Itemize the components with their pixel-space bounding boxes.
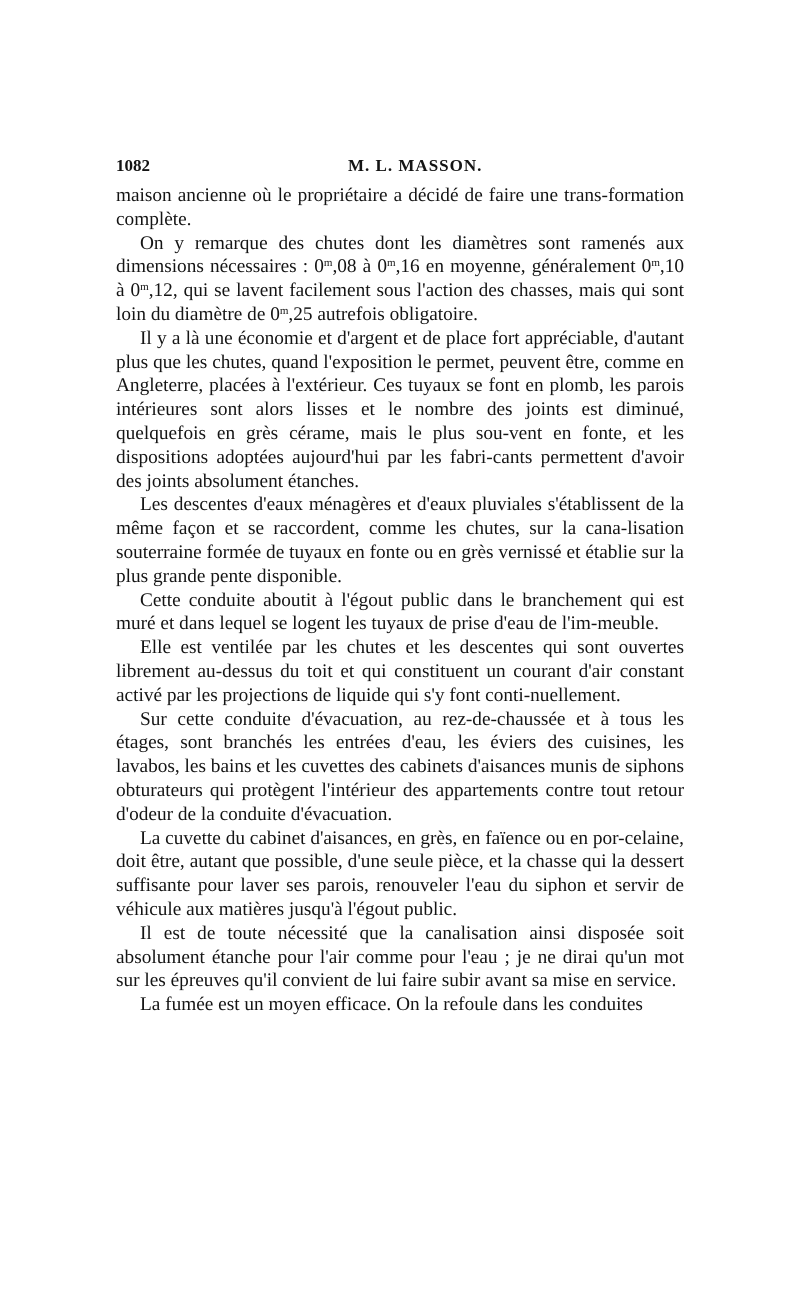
text-run: Les descentes d'eaux ménagères et d'eaux pluviales s'établissent de la même façon et se raccordent, comme les chutes, sur la cana-lisation souterraine formée de tuyaux en fonte ou en grès vernissé et établie sur la plus grande pente disponible. bbox=[116, 494, 684, 587]
paragraph-5 bbox=[116, 589, 684, 637]
text-run: ,25 autrefois obligatoire. bbox=[288, 303, 478, 325]
running-head bbox=[116, 156, 684, 180]
paragraph-9 bbox=[116, 922, 684, 993]
unit-superscript: m bbox=[387, 257, 396, 270]
text-run: ,16 en moyenne, généralement 0 bbox=[395, 256, 652, 278]
paragraph-4 bbox=[116, 493, 684, 588]
paragraph-1 bbox=[116, 184, 684, 232]
paragraph-2 bbox=[116, 232, 684, 327]
paragraph-7 bbox=[116, 708, 684, 827]
text-run: Sur cette conduite d'évacuation, au rez-de-chaussée et à tous les étages, sont branchés les entrées d'eau, les éviers des cuisines, les lavabos, les bains et les cuvettes des cabinets d'aisances munis de siphons obturateurs qui protègent l'intérieur des appartements contre tout retour d'odeur de la conduite d'évacuation. bbox=[116, 708, 684, 825]
text-run: La fumée est un moyen efficace. On la refoule dans les conduites bbox=[140, 994, 643, 1016]
text-run: Cette conduite aboutit à l'égout public dans le branchement qui est muré et dans lequel se logent les tuyaux de prise d'eau de l'im-meuble. bbox=[116, 589, 684, 635]
paragraph-3 bbox=[116, 327, 684, 494]
unit-superscript: m bbox=[323, 257, 333, 270]
unit-superscript: m bbox=[140, 281, 149, 294]
paragraph-6 bbox=[116, 636, 684, 707]
text-run: ,12, qui se lavent facilement sous l'action des chasses, mais qui sont loin du diamètre de 0 bbox=[116, 280, 684, 325]
text-run: ,08 à 0 bbox=[332, 256, 387, 278]
paragraph-10 bbox=[116, 993, 684, 1017]
unit-superscript: m bbox=[651, 257, 660, 270]
body-text bbox=[116, 184, 684, 1017]
text-run: La cuvette du cabinet d'aisances, en grès, en faïence ou en por-celaine, doit être, autant que possible, d'une seule pièce, et la chasse qui la dessert suffisante pour laver ses parois, renouveler l'eau du siphon et servir de véhicule aux matières jusqu'à l'égout public. bbox=[116, 827, 684, 920]
text-run: Elle est ventilée par les chutes et les descentes qui sont ouvertes librement au-dessus du toit et qui constituent un courant d'air constant activé par les projections de liquide qui s'y font conti-nuellement. bbox=[116, 637, 684, 706]
text-run: Il est de toute nécessité que la canalisation ainsi disposée soit absolument étanche pour l'air comme pour l'eau ; je ne dirai qu'un mot sur les épreuves qu'il convient de lui faire subir avant sa mise en service. bbox=[116, 922, 684, 992]
text-run: ,10 à 0 bbox=[116, 256, 684, 302]
text-run: maison ancienne où le propriétaire a décidé de faire une trans-formation complète. bbox=[116, 185, 684, 230]
running-title: M. L. MASSON. bbox=[348, 156, 483, 175]
page-number: 1082 bbox=[116, 156, 150, 175]
text-run: On y remarque des chutes dont les diamètres sont ramenés aux dimensions nécessaires : 0 bbox=[116, 232, 684, 278]
unit-superscript: m bbox=[279, 304, 289, 317]
paragraph-8 bbox=[116, 827, 684, 922]
text-run: Il y a là une économie et d'argent et de place fort appréciable, d'autant plus que les chutes, quand l'exposition le permet, peuvent être, comme en Angleterre, placées à l'extérieur. Ces tuyaux se font en plomb, les parois intérieures sont alors lisses et le nombre des joints est diminué, quelquefois en grès cérame, mais le plus sou-vent en fonte, et les dispositions adoptées aujourd'hui par les fabri-cants permettent d'avoir des joints absolument étanches. bbox=[116, 327, 684, 492]
